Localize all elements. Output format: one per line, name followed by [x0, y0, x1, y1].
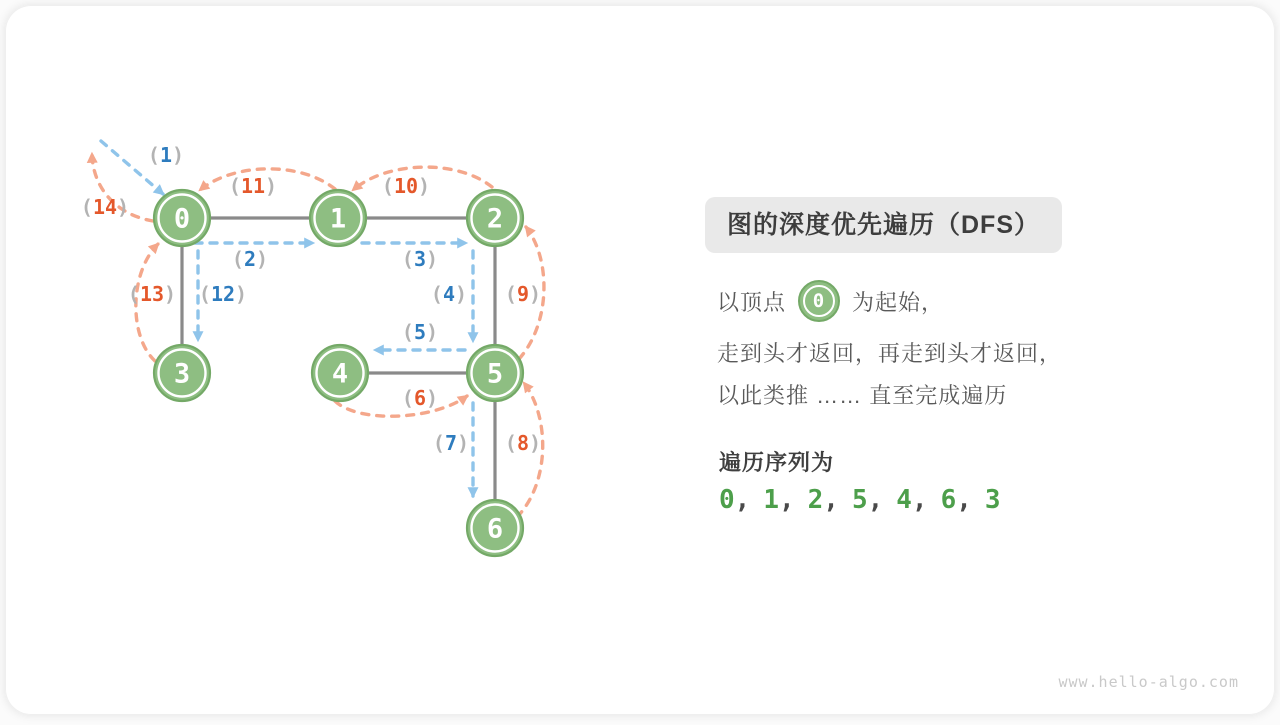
panel-title-badge: 图的深度优先遍历（DFS）: [705, 197, 1062, 253]
description-line-1-suffix: 为起始，: [852, 289, 945, 315]
sequence-heading: 遍历序列为: [719, 450, 835, 475]
sequence-separator: ,: [911, 485, 928, 515]
step-label-9: (9): [504, 282, 542, 306]
graph-node-3: [154, 345, 210, 401]
step-label-10: (10): [381, 174, 431, 198]
description-line-3: 以此类推 …… 直至完成遍历: [717, 383, 1008, 408]
graph-node-1: [310, 190, 366, 246]
sequence-value-4: 4: [896, 485, 912, 515]
sequence-value-3: 5: [851, 485, 868, 515]
graph-node-label-6: 6: [486, 513, 504, 545]
sequence-value-6: 3: [984, 485, 1001, 515]
dfs-graph-canvas: [5, 5, 1280, 725]
description-line-1-prefix: 以顶点: [717, 289, 787, 315]
sequence-separator: ,: [867, 485, 884, 515]
graph-node-4: [312, 345, 368, 401]
description-line-2: 走到头才返回，再走到头才返回，: [717, 341, 1063, 366]
traversal-sequence: [719, 485, 1001, 515]
step-label-6: (6): [401, 386, 439, 410]
step-label-13: (13): [127, 282, 177, 306]
graph-node-label-0: 0: [173, 203, 191, 235]
inline-node-label: 0: [812, 290, 826, 312]
sequence-separator: ,: [823, 485, 839, 515]
step-label-14: (14): [80, 195, 130, 219]
sequence-separator: ,: [734, 485, 751, 515]
graph-node-label-2: 2: [486, 203, 504, 235]
sequence-value-1: 1: [763, 485, 779, 515]
graph-node-label-3: 3: [173, 358, 191, 390]
step-label-3: (3): [401, 247, 439, 271]
graph-node-5: [467, 345, 523, 401]
sequence-separator: ,: [778, 485, 795, 515]
inline-start-node: [798, 280, 840, 322]
graph-node-6: [467, 500, 523, 556]
graph-node-label-1: 1: [329, 203, 347, 235]
step-label-2: (2): [231, 247, 269, 271]
step-label-11: (11): [228, 174, 278, 198]
sequence-separator: ,: [956, 485, 972, 515]
sequence-value-2: 2: [807, 485, 824, 515]
sequence-value-5: 6: [940, 485, 957, 515]
canvas-card: [5, 5, 1275, 715]
graph-node-label-4: 4: [331, 358, 349, 390]
step-label-5: (5): [401, 320, 439, 344]
step-label-7: (7): [432, 431, 470, 455]
graph-node-label-5: 5: [486, 358, 504, 390]
description-line-1: [717, 279, 944, 323]
sequence-value-0: 0: [719, 485, 735, 515]
step-label-12: (12): [198, 282, 248, 306]
step-label-1: (1): [147, 143, 185, 167]
graph-node-2: [467, 190, 523, 246]
step-label-8: (8): [504, 431, 542, 455]
watermark: www.hello-algo.com: [1058, 673, 1239, 691]
step-label-4: (4): [430, 282, 468, 306]
graph-node-0: [154, 190, 210, 246]
